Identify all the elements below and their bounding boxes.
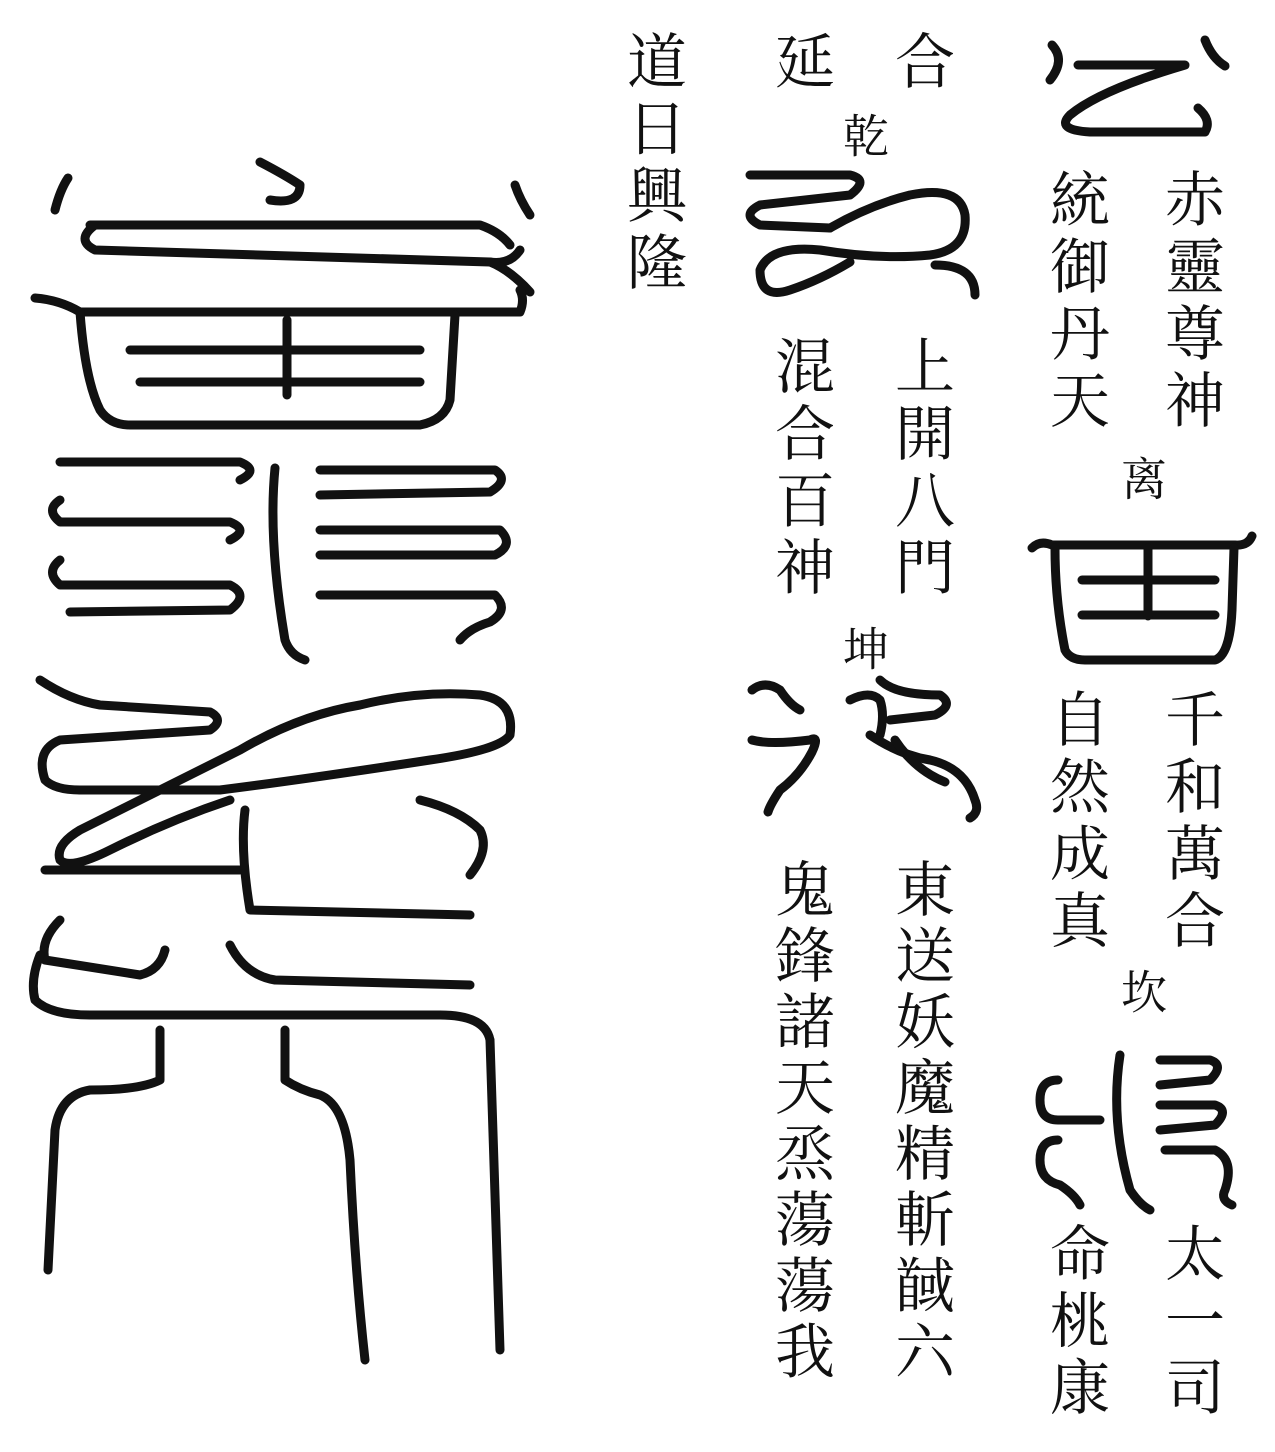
trigram-li: 离 bbox=[1114, 455, 1168, 501]
inscription-column-7-part-he: 合 bbox=[885, 30, 955, 90]
large-talisman-glyph bbox=[33, 162, 530, 1360]
inscription-column-12: 道日興隆 bbox=[617, 30, 687, 298]
trigram-kun: 坤 bbox=[836, 625, 890, 671]
inscription-column-5: 太一司 bbox=[1155, 1222, 1225, 1423]
trigram-kan: 坎 bbox=[1114, 968, 1168, 1014]
inscription-column-4: 自然成真 bbox=[1040, 688, 1110, 956]
qian-seal-glyph bbox=[750, 175, 975, 295]
inscription-column-6: 命桃康 bbox=[1040, 1222, 1110, 1423]
top-right-seal-glyph bbox=[1050, 40, 1225, 132]
inscription-column-10: 東送妖魔精斬馘六 bbox=[885, 858, 955, 1386]
kan-seal-glyph bbox=[1040, 1055, 1232, 1210]
inscription-column-3: 千和萬合 bbox=[1155, 688, 1225, 956]
inscription-column-8: 上開八門 bbox=[885, 335, 955, 603]
inscription-column-9: 混合百神 bbox=[765, 335, 835, 603]
inscription-column-11: 鬼鋒諸天烝蕩蕩我 bbox=[765, 858, 835, 1386]
inscription-column-7-part-yan: 延 bbox=[765, 30, 835, 90]
kun-seal-glyph bbox=[752, 680, 977, 818]
inscription-column-2: 統御丹天 bbox=[1040, 168, 1110, 436]
inscription-column-1: 赤靈尊神 bbox=[1155, 168, 1225, 436]
trigram-qian: 乾 bbox=[836, 112, 890, 158]
li-seal-glyph bbox=[1032, 536, 1252, 660]
